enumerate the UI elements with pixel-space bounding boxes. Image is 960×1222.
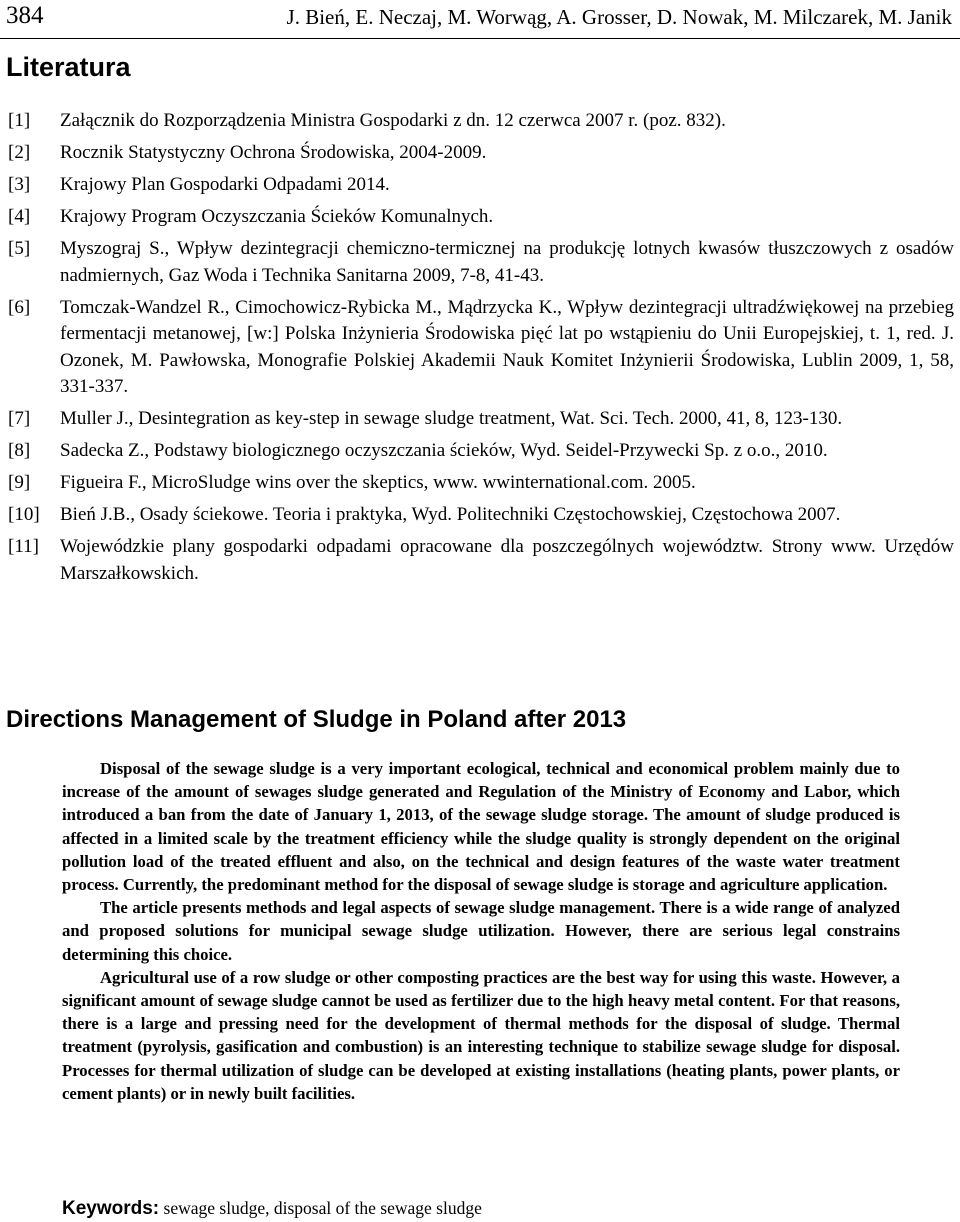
reference-text: Figueira F., MicroSludge wins over the skeptics, www. wwinternational.com. 2005. <box>60 472 696 493</box>
reference-item <box>8 534 954 587</box>
reference-text: Myszograj S., Wpływ dezintegracji chemiczno-termicznej na produkcję lotnych kwasów tłuszczowych z osadów nadmiernych, Gaz Woda i Technika Sanitarna 2009, 7-8, 41-43. <box>60 238 954 286</box>
reference-text: Krajowy Program Oczyszczania Ścieków Komunalnych. <box>60 206 494 227</box>
reference-item <box>8 204 954 231</box>
english-title: Directions Management of Sludge in Poland after 2013 <box>6 706 627 733</box>
reference-text: Rocznik Statystyczny Ochrona Środowiska, 2004-2009. <box>60 142 487 163</box>
reference-number: [11] <box>8 536 39 557</box>
keywords-text: sewage sludge, disposal of the sewage sludge <box>159 1198 482 1218</box>
header-rule <box>0 38 960 39</box>
reference-number: [2] <box>8 142 31 163</box>
reference-number: [7] <box>8 408 31 429</box>
keywords-line <box>62 1198 482 1220</box>
reference-text: Tomczak-Wandzel R., Cimochowicz-Rybicka M., Mądrzycka K., Wpływ dezintegracji ultradźwiękowej na przebieg fermentacji metanowej, [w:] Polska Inżynieria Środowiska pięć lat po wstąpieniu do Unii Europejskiej, t. 1, red. J. Ozonek, M. Pawłowska, Monografie Polskiej Akademii Nauk Komitet Inżynierii Środowiska, Lublin 2009, 1, 58, 331-337. <box>60 296 954 397</box>
reference-list <box>8 108 954 593</box>
reference-text: Bień J.B., Osady ściekowe. Teoria i praktyka, Wyd. Politechniki Częstochowskiej, Częstochowa 2007. <box>60 504 841 525</box>
reference-text: Krajowy Plan Gospodarki Odpadami 2014. <box>60 174 390 195</box>
reference-item <box>8 470 954 497</box>
reference-number: [9] <box>8 472 31 493</box>
abstract-paragraph: Agricultural use of a row sludge or other composting practices are the best way for using this waste. However, a significant amount of sewage sludge cannot be used as fertilizer due to the high heavy metal content. For that reasons, there is a large and pressing need for the development of thermal methods for the disposal of sludge. Thermal treatment (pyrolysis, gasification and combustion) is an interesting technique to stabilize sewage sludge for disposal. Processes for thermal utilization of sludge can be developed at existing installations (heating plants, power plants, or cement plants) or in newly built facilities. <box>62 967 900 1103</box>
literature-heading: Literatura <box>6 52 131 82</box>
reference-text: Sadecka Z., Podstawy biologicznego oczyszczania ścieków, Wyd. Seidel-Przywecki Sp. z o.o., 2010. <box>60 440 828 461</box>
reference-number: [1] <box>8 110 31 131</box>
english-abstract <box>62 757 900 1105</box>
reference-item <box>8 502 954 529</box>
running-head-authors: J. Bień, E. Neczaj, M. Worwąg, A. Grosser, D. Nowak, M. Milczarek, M. Janik <box>286 5 952 29</box>
reference-number: [4] <box>8 206 31 227</box>
abstract-paragraph: Disposal of the sewage sludge is a very important ecological, technical and economical problem mainly due to increase of the amount of sewages sludge generated and Regulation of the Ministry of Economy and Labor, which introduced a ban from the date of January 1, 2013, of the sewage sludge storage. The amount of sludge produced is affected in a limited scale by the treatment efficiency while the sludge quality is strongly dependent on the original pollution load of the treated effluent and also, on the technical and design features of the waste water treatment process. Currently, the predominant method for the disposal of sewage sludge is storage and agriculture application. <box>62 759 900 895</box>
reference-item <box>8 172 954 199</box>
reference-text: Muller J., Desintegration as key-step in sewage sludge treatment, Wat. Sci. Tech. 2000, 41, 8, 123-130. <box>60 408 843 429</box>
reference-item <box>8 438 954 465</box>
reference-number: [8] <box>8 440 31 461</box>
reference-number: [10] <box>8 504 40 525</box>
reference-number: [6] <box>8 296 31 318</box>
page-number: 384 <box>6 2 44 29</box>
reference-item <box>8 295 954 401</box>
page-header <box>0 0 960 42</box>
reference-item <box>8 406 954 433</box>
reference-number: [5] <box>8 238 31 259</box>
reference-item <box>8 140 954 167</box>
reference-number: [3] <box>8 174 31 195</box>
reference-item <box>8 236 954 289</box>
keywords-label: Keywords: <box>62 1198 160 1219</box>
reference-item <box>8 108 954 135</box>
reference-text: Załącznik do Rozporządzenia Ministra Gospodarki z dn. 12 czerwca 2007 r. (poz. 832). <box>60 110 726 131</box>
abstract-paragraph: The article presents methods and legal aspects of sewage sludge management. There is a wide range of analyzed and proposed solutions for municipal sewage sludge utilization. However, there are serious legal constrains determining this choice. <box>62 898 900 964</box>
reference-text: Wojewódzkie plany gospodarki odpadami opracowane dla poszczególnych województw. Strony www. Urzędów Marszałkowskich. <box>60 536 954 584</box>
